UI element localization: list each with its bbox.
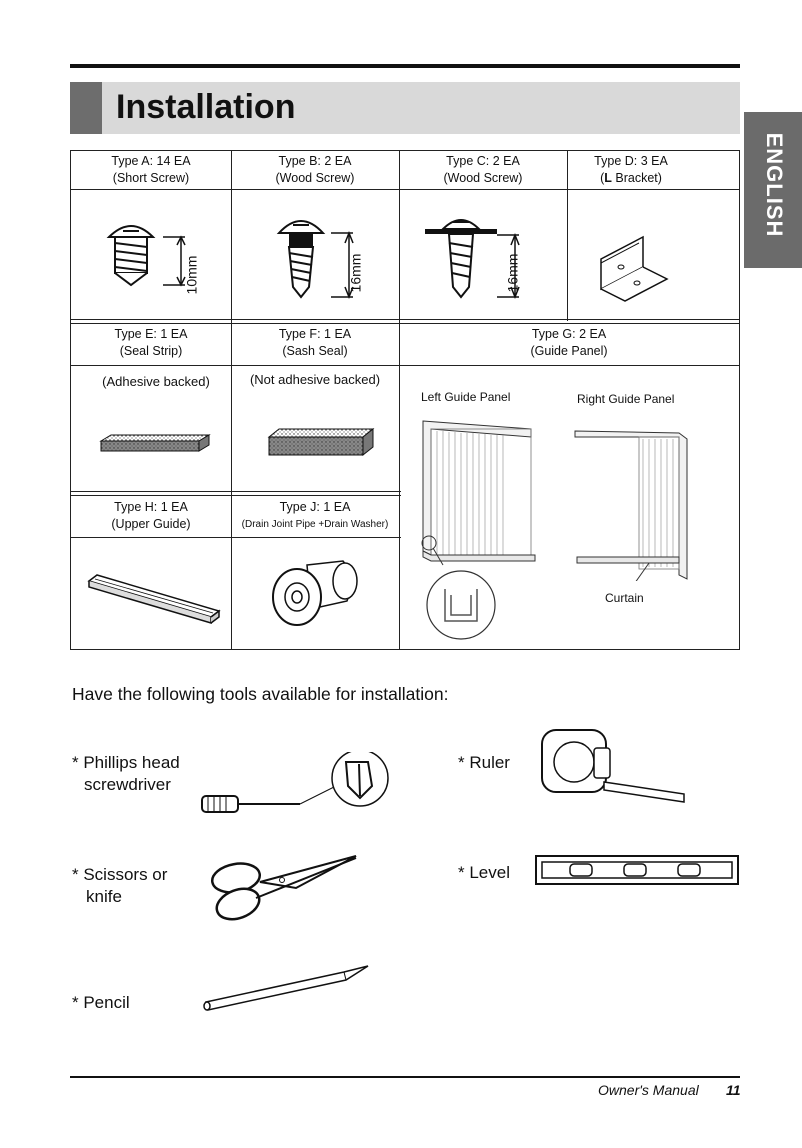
part-c-desc: (Wood Screw) <box>443 171 523 185</box>
part-d-desc-rest: Bracket) <box>611 171 662 185</box>
part-f-note: (Not adhesive backed) <box>249 372 381 387</box>
part-b-type: Type B: 2 EA <box>278 154 352 168</box>
table-divider <box>71 495 401 496</box>
tool-scissors-line2: knife <box>86 887 122 906</box>
table-divider <box>231 151 232 649</box>
part-e-desc: (Seal Strip) <box>119 344 183 358</box>
part-f-header <box>231 326 399 360</box>
language-tab <box>744 112 802 268</box>
tool-screwdriver-line2: screwdriver <box>84 775 171 794</box>
curtain-label: Curtain <box>605 591 644 605</box>
part-h-type: Type H: 1 EA <box>114 500 188 514</box>
part-f-desc: (Sash Seal) <box>282 344 348 358</box>
title-bar <box>70 82 740 134</box>
part-g-type: Type G: 2 EA <box>531 327 607 341</box>
part-f-type: Type F: 1 EA <box>278 327 352 341</box>
table-divider <box>399 151 400 649</box>
tool-scissors-label <box>72 864 167 908</box>
part-h-header <box>71 499 231 533</box>
part-g-desc: (Guide Panel) <box>530 344 608 358</box>
part-d-desc-bold: L <box>604 171 612 185</box>
top-rule <box>70 64 740 68</box>
tool-pencil-label: * Pencil <box>72 993 130 1012</box>
parts-table <box>70 150 740 650</box>
sash-seal-illustration <box>265 425 377 461</box>
bottom-rule <box>70 1076 740 1078</box>
level-icon <box>532 852 742 888</box>
part-b-dimension: 16mm <box>347 253 364 293</box>
table-divider <box>71 365 739 366</box>
scissors-icon <box>206 848 366 926</box>
part-c-type: Type C: 2 EA <box>446 154 520 168</box>
language-tab-label: ENGLISH <box>762 132 787 238</box>
tape-measure-icon <box>538 724 688 806</box>
part-b-header <box>231 153 399 187</box>
upper-guide-illustration <box>85 565 225 629</box>
table-divider <box>71 323 739 324</box>
right-guide-panel-label: Right Guide Panel <box>577 392 675 406</box>
part-d-header <box>567 153 695 187</box>
tool-scissors-line1: * Scissors or <box>72 865 168 884</box>
table-divider <box>71 537 401 538</box>
seal-strip-illustration <box>97 431 215 457</box>
table-divider <box>71 491 401 492</box>
left-guide-panel-label: Left Guide Panel <box>421 390 511 404</box>
footer-manual: Owner's Manual <box>598 1082 699 1098</box>
part-a-header <box>71 153 231 187</box>
part-a-desc: (Short Screw) <box>112 171 190 185</box>
part-d-desc: (L Bracket) <box>600 171 662 185</box>
page-number: 11 <box>726 1082 741 1098</box>
part-h-desc: (Upper Guide) <box>111 517 191 531</box>
part-e-note: (Adhesive backed) <box>102 374 210 389</box>
tool-screwdriver-label <box>72 752 180 796</box>
right-guide-panel-illustration <box>567 421 707 581</box>
part-g-header <box>399 326 739 360</box>
part-d-type: Type D: 3 EA <box>594 154 668 168</box>
tool-ruler-label: * Ruler <box>458 753 510 772</box>
part-c-dimension: 16mm <box>504 253 521 293</box>
pencil-icon <box>200 962 372 1014</box>
part-j-desc: (Drain Joint Pipe +Drain Washer) <box>241 519 389 530</box>
left-guide-panel-illustration <box>417 415 547 647</box>
l-bracket-illustration <box>591 229 681 309</box>
page-title: Installation <box>116 88 296 126</box>
tool-screwdriver-line1: * Phillips head <box>72 753 180 772</box>
part-j-header <box>231 499 399 533</box>
table-divider <box>71 189 739 190</box>
part-e-header <box>71 326 231 360</box>
part-j-type: Type J: 1 EA <box>279 500 351 514</box>
part-b-desc: (Wood Screw) <box>275 171 355 185</box>
table-divider <box>71 319 739 320</box>
drain-joint-illustration <box>267 551 367 635</box>
title-accent <box>70 82 102 134</box>
screwdriver-icon <box>196 752 396 822</box>
part-a-type: Type A: 14 EA <box>111 154 191 168</box>
part-c-header <box>399 153 567 187</box>
part-a-dimension: 10mm <box>183 255 200 295</box>
part-e-type: Type E: 1 EA <box>114 327 188 341</box>
tools-heading: Have the following tools available for installation: <box>72 684 449 704</box>
tool-level-label: * Level <box>458 863 510 882</box>
